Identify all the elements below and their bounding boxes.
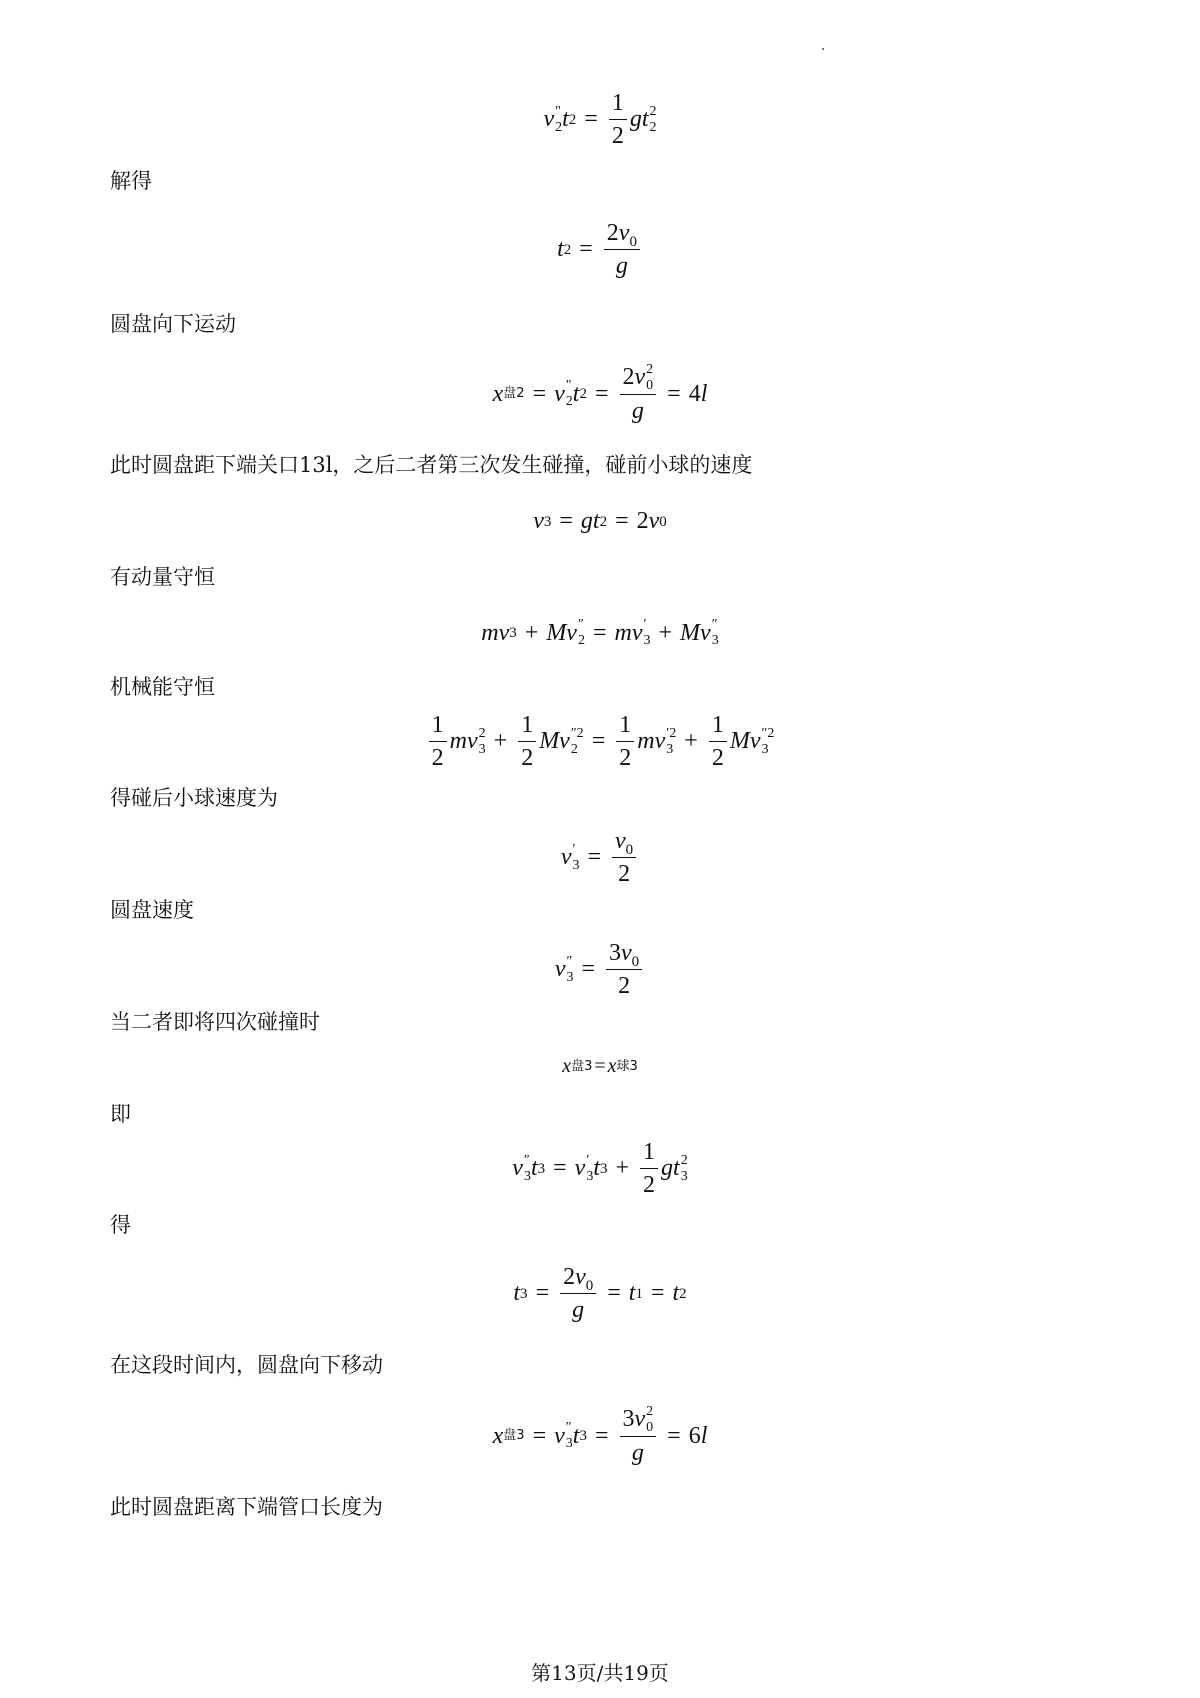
equation-11: t 3 = $\frac{2v_0}{g}$ = t 1 = t 2 xyxy=(513,1264,687,1323)
equation-9: x 盘3 = x 球3 xyxy=(562,1055,638,1077)
text-yuanpan-sudu: 圆盘速度 xyxy=(110,898,194,922)
equation-6: $\frac{1}{2}$ mv 2 3 + $\frac{1}{2}$ Mv ″2 2 = $\frac{1}{2}$ mv ′2 3 + $\frac{1}{2}$ Mv ″2 3 xyxy=(0,710,1200,773)
equation-2: t 2 = $\frac{2v_0}{g}$ xyxy=(0,218,1200,281)
equation-1: v " 2 t 2 = $\frac{1}{2}$ gt 2 2 xyxy=(543,90,657,149)
equation-4: v 3 = gt 2 = 2 v 0 xyxy=(533,508,667,534)
text-jixieneng: 机械能守恒 xyxy=(110,675,215,699)
text-cishi-13l: 此时圆盘距下端关口13l，之后二者第三次发生碰撞，碰前小球的速度 xyxy=(110,453,753,477)
equation-8: v ″ 3 = $\frac{3v_0}{2}$ xyxy=(0,938,1200,1001)
text-yuanpan-xiangxia: 圆盘向下运动 xyxy=(110,312,236,336)
scan-dot xyxy=(822,48,824,50)
text-zaizhe: 在这段时间内，圆盘向下移动 xyxy=(110,1353,383,1377)
text-sici: 当二者即将四次碰撞时 xyxy=(110,1010,320,1034)
page-footer: 第13页/共19页 xyxy=(531,1661,669,1685)
text-cishi-guankou: 此时圆盘距离下端管口长度为 xyxy=(110,1495,383,1519)
equation-10: v ″ 3 t 3 = v ′ 3 t 3 + $\frac{1}{2}$ gt 2 3 xyxy=(512,1139,688,1198)
equation-3: x 盘2 = v " 2 t 2 = 2v 2 0 g = 4 l xyxy=(492,362,708,425)
text-de: 得 xyxy=(110,1213,131,1237)
text-dongliang: 有动量守恒 xyxy=(110,565,215,589)
text-jiede: 解得 xyxy=(110,169,152,193)
equation-7: v ′ 3 = $\frac{v_0}{2}$ xyxy=(0,826,1200,889)
text-pengqiu: 得碰后小球速度为 xyxy=(110,786,278,810)
text-ji: 即 xyxy=(110,1102,131,1126)
equation-5: mv 3 + Mv ″ 2 = mv ′ 3 + Mv ″ 3 xyxy=(481,617,719,648)
equation-12: x 盘3 = v ″ 3 t 3 = 3v 2 0 g = 6 l xyxy=(492,1404,708,1467)
